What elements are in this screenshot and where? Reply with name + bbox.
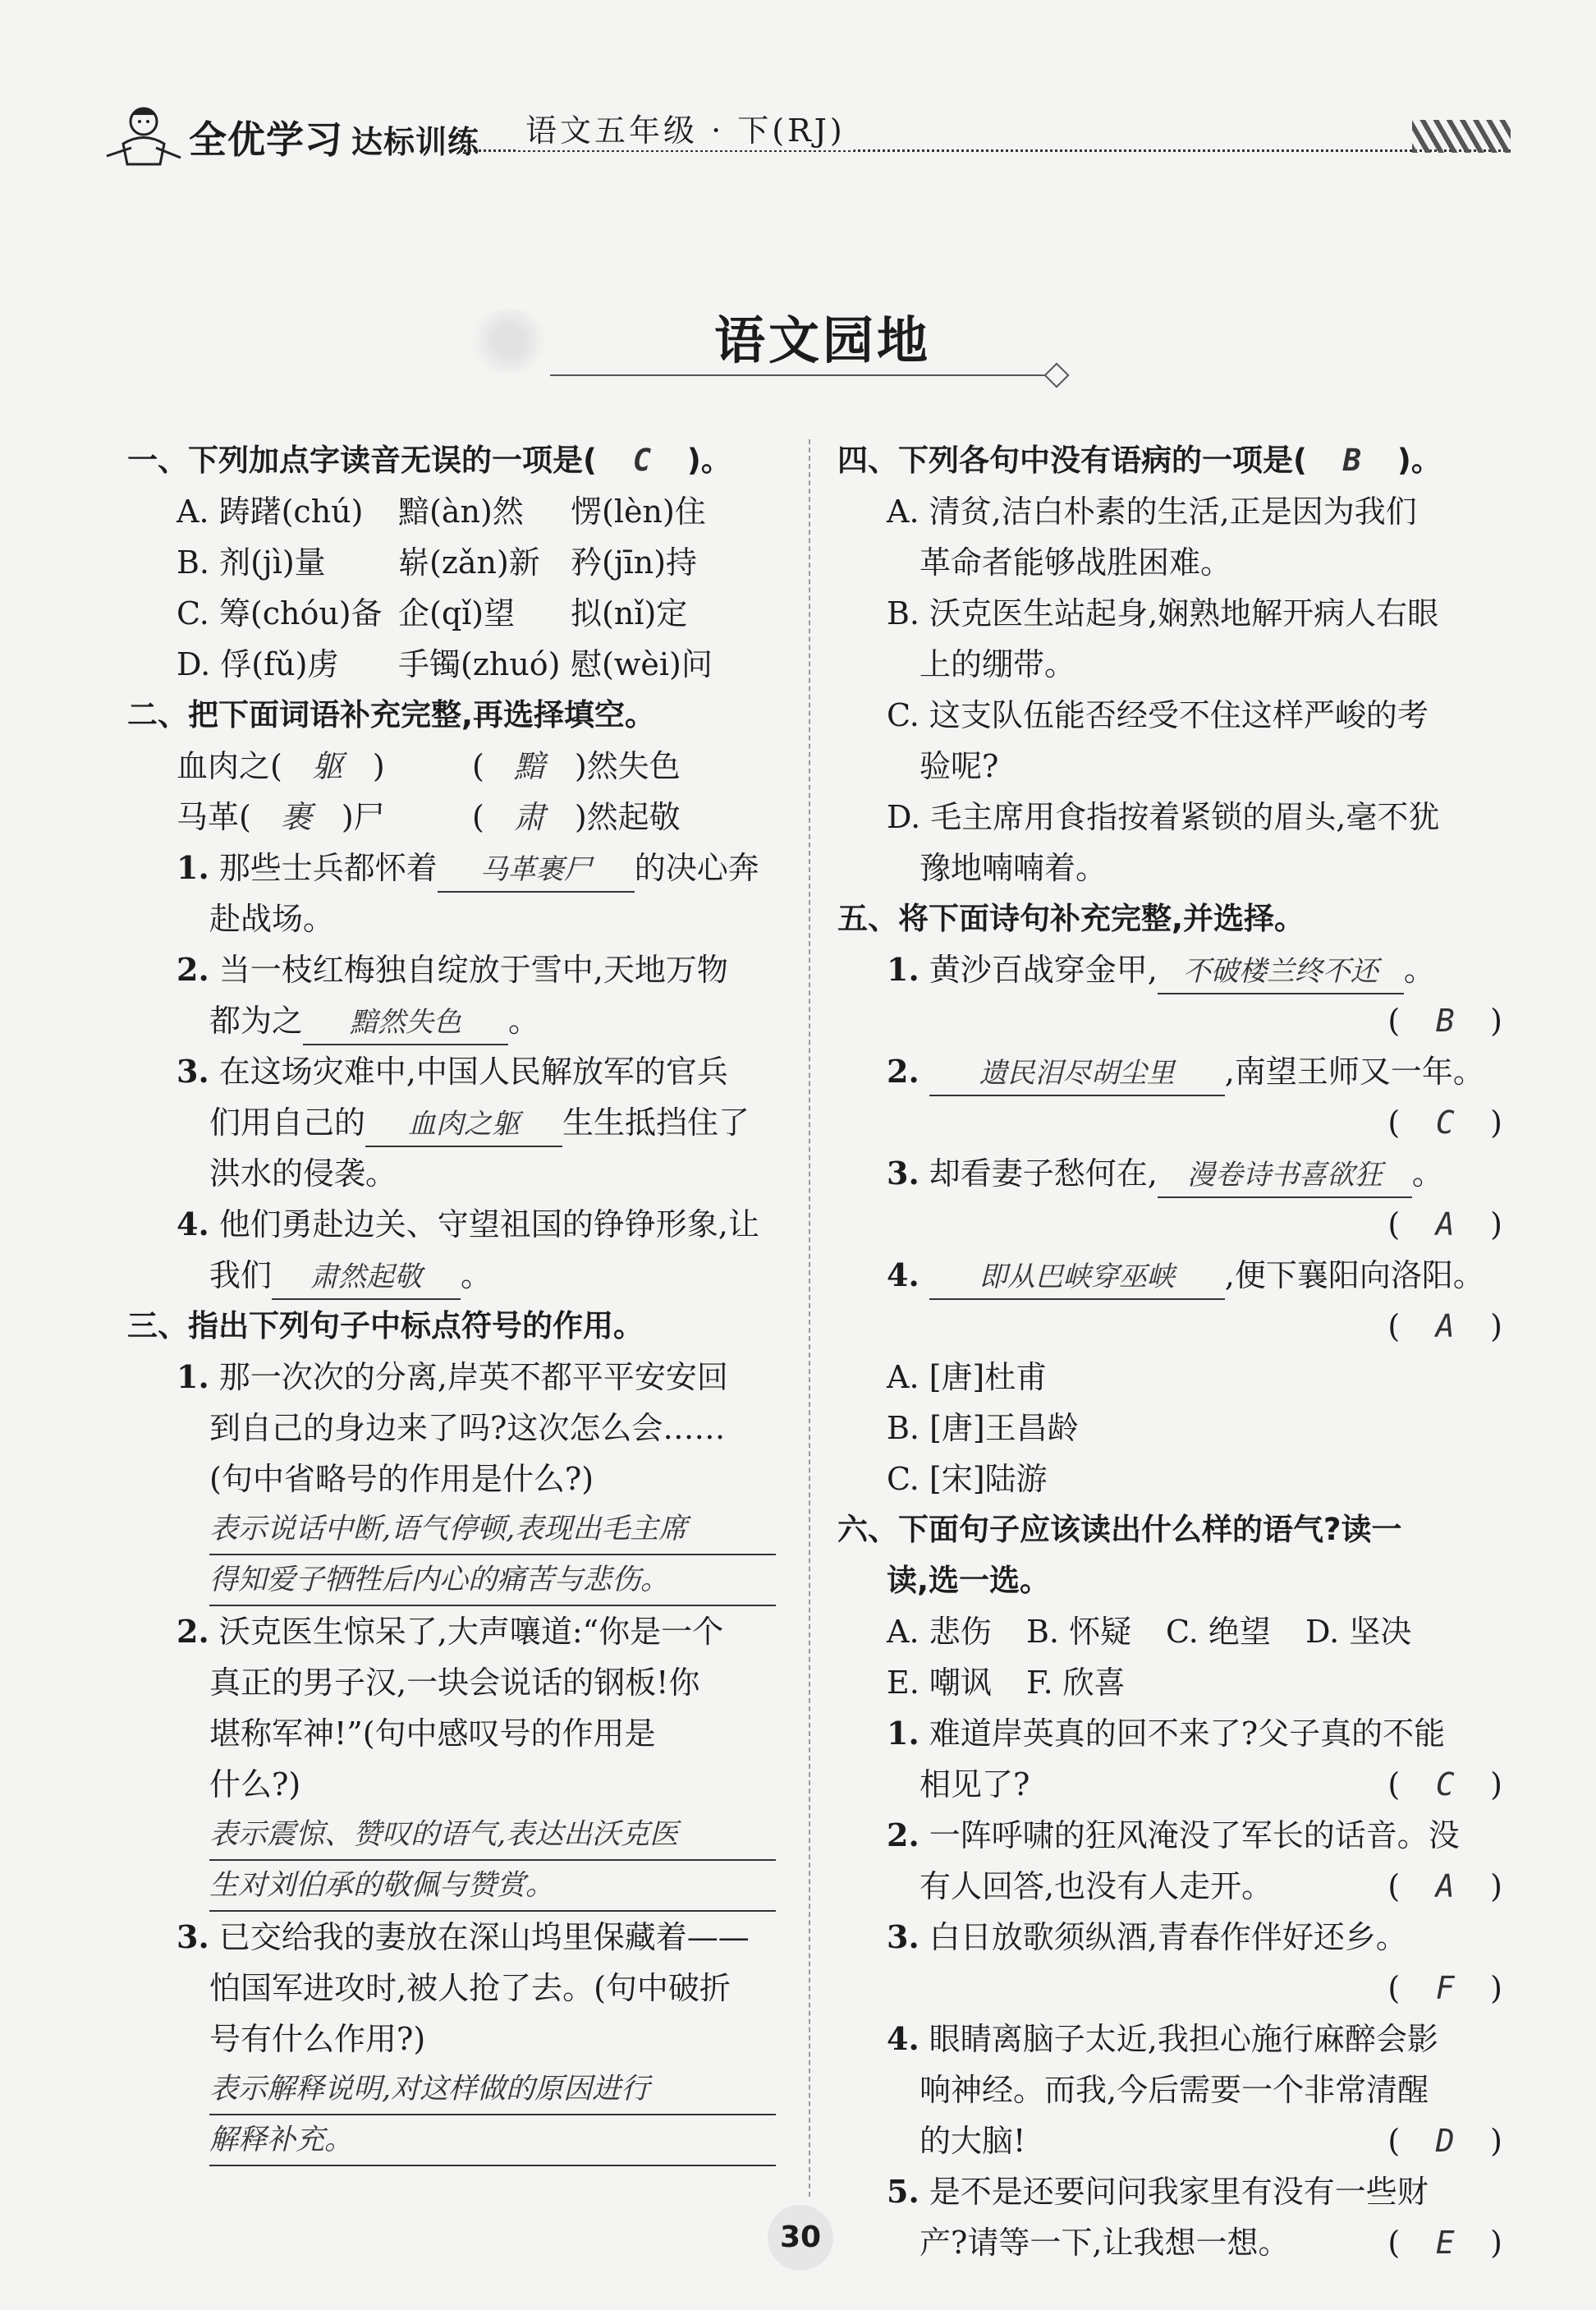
q3-item-1-answer-line-1: 表示说话中断,语气停顿,表现出毛主席 — [209, 1504, 776, 1555]
q1-prompt: 一、下列加点字读音无误的一项是( C )。 — [127, 435, 784, 486]
q6-item-4: 4. 眼睛离脑子太近,我担心施行麻醉会影 响神经。而我,今后需要一个非常清醒 的大脑! ( D ) — [837, 2014, 1502, 2166]
column-divider — [809, 439, 810, 2197]
q5-item-1-choice: B — [1435, 1003, 1455, 1039]
q4-option-b: B. 沃克医生站起身,娴熟地解开病人右眼 上的绷带。 — [887, 595, 1439, 682]
q1-answer: C — [632, 443, 652, 478]
question-1 — [127, 435, 784, 690]
q4-option-a: A. 清贫,洁白朴素的生活,正是因为我们 革命者能够战胜困难。 — [887, 494, 1417, 581]
q5-item-3: 3. 却看妻子愁何在, 漫卷诗书喜欲狂 。 ( A ) — [837, 1148, 1502, 1250]
q5-item-1: 1. 黄沙百战穿金甲, 不破楼兰终不还 。 ( B ) — [837, 944, 1502, 1046]
q5-source-a: A. [唐]杜甫 — [887, 1359, 1048, 1395]
q5-prompt: 五、将下面诗句补充完整,并选择。 — [837, 901, 1305, 936]
q1-option-d: D. 俘(fǔ)虏 手镯(zhuó) 慰(wèi)问 — [177, 646, 713, 682]
q3-item-3-answer-line-2: 解释补充。 — [209, 2115, 776, 2166]
q6-item-3-answer: F — [1435, 1970, 1455, 2006]
q5-item-2-choice: C — [1435, 1104, 1455, 1141]
q2-item-1-answer: 马革裹尸 — [438, 848, 635, 893]
q5-item-2-answer: 遗民泪尽胡尘里 — [929, 1052, 1225, 1096]
q5-item-2: 2. 遗民泪尽胡尘里 ,南望王师又一年。 ( C ) — [837, 1046, 1502, 1148]
header-subject: 语文五年级 · 下(RJ) — [517, 105, 854, 150]
q2-item-3-answer: 血肉之躯 — [365, 1103, 562, 1147]
q3-item-3-answer-line-1: 表示解释说明,对这样做的原因进行 — [209, 2064, 776, 2115]
q2-prompt: 二、把下面词语补充完整,再选择填空。 — [127, 697, 656, 732]
q6-item-2-answer: A — [1435, 1868, 1455, 1904]
q2-item-1: 1. 那些士兵都怀着 马革裹尸 的决心奔 赴战场。 — [177, 849, 759, 937]
question-3 — [127, 1301, 784, 2166]
right-column — [837, 435, 1502, 2268]
q4-answer: B — [1342, 443, 1362, 478]
q6-item-4-answer: D — [1435, 2123, 1455, 2159]
q6-prompt-line-1: 六、下面句子应该读出什么样的语气?读一 — [837, 1512, 1402, 1547]
q4-option-c: C. 这支队伍能否经受不住这样严峻的考 验呢? — [887, 697, 1429, 784]
q6-item-2: 2. 一阵呼啸的狂风淹没了军长的话音。没 有人回答,也没有人走开。 ( A ) — [837, 1810, 1502, 1912]
q6-choices-row-1: A. 悲伤 B. 怀疑 C. 绝望 D. 坚决 — [887, 1614, 1412, 1650]
brand-logo — [189, 110, 479, 164]
q5-item-4-answer: 即从巴峡穿巫峡 — [929, 1256, 1225, 1300]
q2-item-3: 3. 在这场灾难中,中国人民解放军的官兵 们用自己的 血肉之躯 生生抵挡住了 洪水的侵袭。 — [177, 1053, 750, 1192]
q2-item-2-answer: 黯然失色 — [303, 1001, 508, 1045]
q2-fill-2: 黯 — [513, 748, 545, 784]
question-6 — [837, 1504, 1502, 2268]
page-header — [99, 99, 1494, 172]
q5-item-4: 4. 即从巴峡穿巫峡 ,便下襄阳向洛阳。 ( A ) — [837, 1250, 1502, 1352]
left-column — [127, 435, 784, 2166]
q6-choices-row-2: E. 嘲讽 F. 欣喜 — [887, 1665, 1126, 1701]
q2-fill-3: 裹 — [280, 799, 312, 835]
q6-item-1: 1. 难道岸英真的回不来了?父子真的不能 相见了? ( C ) — [837, 1708, 1502, 1810]
title-decoration-blob — [472, 308, 546, 374]
question-4 — [837, 435, 1502, 893]
q3-item-2-answer-line-1: 表示震惊、赞叹的语气,表达出沃克医 — [209, 1810, 776, 1861]
section-title: 语文园地 — [714, 310, 932, 370]
q5-source-c: C. [宋]陆游 — [887, 1461, 1048, 1497]
q2-fill-1: 躯 — [311, 748, 343, 784]
q5-item-1-answer: 不破楼兰终不还 — [1158, 950, 1404, 994]
q2-item-2: 2. 当一枝红梅独自绽放于雪中,天地万物 都为之 黯然失色 。 — [127, 944, 784, 1046]
question-2 — [127, 690, 784, 1301]
q2-word-row-2: 马革( 裹 )尸 ( 肃 )然起敬 — [127, 792, 784, 843]
q2-item-4: 4. 他们勇赴边关、守望祖国的铮铮形象,让 我们 肃然起敬 。 — [127, 1199, 784, 1301]
q1-option-c: C. 筹(chóu)备 企(qǐ)望 拟(nǐ)定 — [177, 595, 688, 631]
q5-item-3-choice: A — [1435, 1206, 1455, 1242]
mascot-icon — [99, 99, 189, 172]
q6-item-3: 3. 白日放歌须纵酒,青春作伴好还乡。 ( F ) — [837, 1912, 1502, 2014]
title-underline — [550, 374, 1059, 376]
q1-option-b: B. 剂(jì)量 崭(zǎn)新 矜(jīn)持 — [177, 544, 698, 581]
q3-item-2: 2. 沃克医生惊呆了,大声嚷道:“你是一个 真正的男子汉,一块会说话的钢板!你 堪称军神!”(句中感叹号的作用是 什么?) 表示震惊、赞叹的语气,表达出沃克医 生对刘伯承的敬佩与赞赏。 — [127, 1606, 784, 1912]
q6-item-5-answer: E — [1435, 2225, 1455, 2261]
brand-name: 全优学习 — [189, 117, 343, 162]
q5-source-b: B. [唐]王昌龄 — [887, 1410, 1079, 1446]
q6-item-1-answer: C — [1435, 1766, 1455, 1803]
q3-item-2-answer-line-2: 生对刘伯承的敬佩与赞赏。 — [209, 1861, 776, 1912]
title-diamond-icon — [1043, 362, 1069, 388]
q6-item-5: 5. 是不是还要问问我家里有没有一些财 产?请等一下,让我想一想。 ( E ) — [837, 2166, 1502, 2268]
q5-item-4-choice: A — [1435, 1308, 1455, 1344]
q3-prompt: 三、指出下列句子中标点符号的作用。 — [127, 1308, 644, 1343]
question-5 — [837, 893, 1502, 1504]
q2-word-row-1: 血肉之( 躯 ) ( 黯 )然失色 — [127, 741, 784, 792]
page-number: 30 — [768, 2205, 833, 2271]
q2-item-4-answer: 肃然起敬 — [272, 1256, 461, 1300]
q1-option-a: A. 踌躇(chú) 黯(àn)然 愣(lèn)住 — [177, 494, 706, 530]
q4-prompt: 四、下列各句中没有语病的一项是( B )。 — [837, 435, 1502, 486]
q3-item-1: 1. 那一次次的分离,岸英不都平平安安回 到自己的身边来了吗?这次怎么会…… (句中省略号的作用是什么?) 表示说话中断,语气停顿,表现出毛主席 得知爱子牺牲后内心的痛苦与悲伤。 — [127, 1352, 784, 1606]
q2-fill-4: 肃 — [513, 799, 545, 835]
header-stripes-decoration — [1412, 120, 1511, 153]
brand-series: 达标训练 — [351, 124, 480, 160]
q3-item-1-answer-line-2: 得知爱子牺牲后内心的痛苦与悲伤。 — [209, 1555, 776, 1606]
q5-item-3-answer: 漫卷诗书喜欲狂 — [1158, 1154, 1412, 1198]
q6-prompt-line-2: 读,选一选。 — [887, 1563, 1051, 1598]
q4-option-d: D. 毛主席用食指按着紧锁的眉头,毫不犹 豫地喃喃着。 — [887, 799, 1440, 886]
q3-item-3: 3. 已交给我的妻放在深山坞里保藏着—— 怕国军进攻时,被人抢了去。(句中破折 号有什么作用?) 表示解释说明,对这样做的原因进行 解释补充。 — [127, 1912, 784, 2166]
